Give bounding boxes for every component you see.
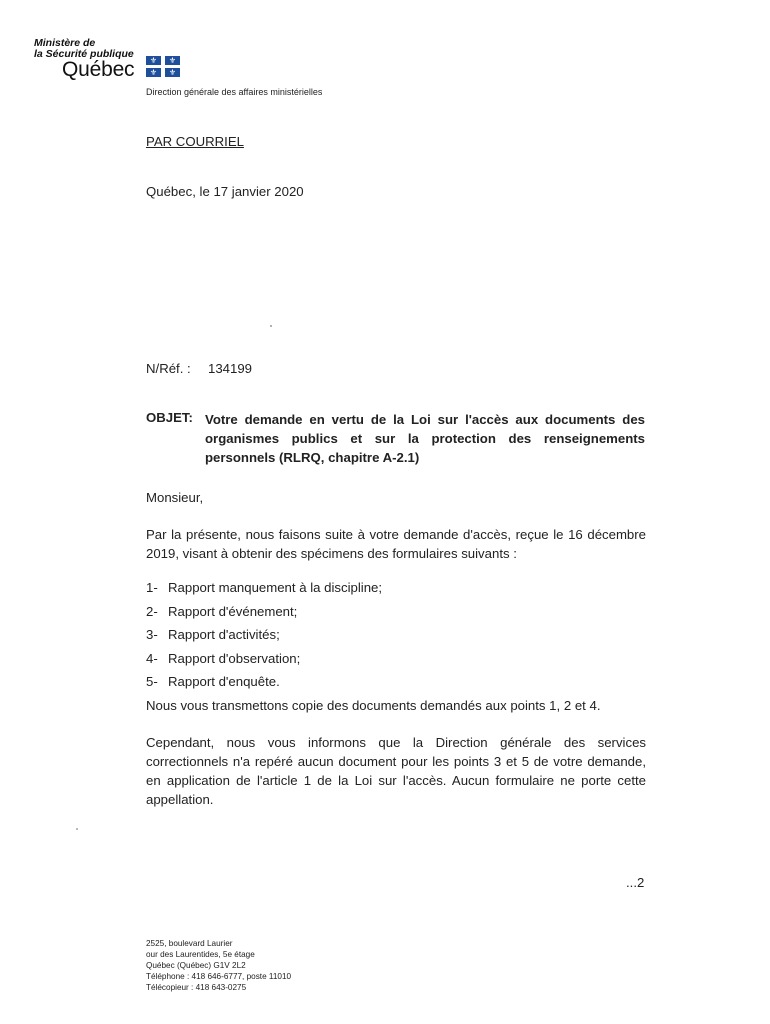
- footer-line: Télécopieur : 418 643-0275: [146, 983, 247, 992]
- letter-date: Québec, le 17 janvier 2020: [146, 184, 304, 199]
- paragraph-transmission: Nous vous transmettons copie des documents demandés aux points 1, 2 et 4.: [146, 698, 601, 713]
- paragraph-request: Par la présente, nous faisons suite à votre demande d'accès, reçue le 16 décembre 2019, visant à obtenir des spécimens des formulaires suivants :: [146, 527, 646, 561]
- quebec-flag-icon: ⚜ ⚜ ⚜ ⚜: [146, 56, 180, 77]
- list-item-text: Rapport d'activités;: [168, 627, 280, 642]
- list-item: [146, 672, 382, 696]
- requested-forms-list: [146, 578, 382, 696]
- list-item-number: 2-: [146, 603, 158, 619]
- list-item-text: Rapport d'observation;: [168, 650, 301, 666]
- subject-text: Votre demande en vertu de la Loi sur l'accès aux documents des organismes publics et sur la protection des renseignements personnels (RLRQ, chapitre A-2.1): [205, 412, 645, 465]
- scan-speck: [270, 325, 272, 327]
- list-item-number: 3-: [146, 627, 158, 642]
- ministry-name: [34, 38, 134, 59]
- footer-line: our des Laurentides, 5e étage: [146, 950, 255, 959]
- list-item-number: 1-: [146, 580, 158, 595]
- reference-number: 134199: [208, 361, 253, 376]
- list-item: [146, 625, 382, 649]
- ministry-line-2: la Sécurité publique: [34, 47, 134, 60]
- paragraph-no-documents: Cependant, nous vous informons que la Direction générale des services correctionnels n'a repéré aucun document pour les points 3 et 5 de votre demande, en application de l'article 1 de la Loi sur l'accès. Aucun formulaire ne porte cette appellation.: [146, 735, 646, 807]
- scan-speck: [76, 828, 78, 830]
- delivery-method: PAR COURRIEL: [146, 134, 244, 149]
- reference-label: N/Réf. :: [146, 361, 191, 376]
- list-item-text: Rapport d'enquête.: [168, 674, 280, 689]
- footer-line: Québec (Québec) G1V 2L2: [146, 961, 246, 970]
- footer-line: 2525, boulevard Laurier: [146, 939, 233, 948]
- list-item-number: 4-: [146, 650, 158, 666]
- footer-address: [146, 938, 291, 993]
- subject-label: OBJET:: [146, 410, 193, 425]
- list-item: [146, 649, 382, 673]
- direction-name: Direction générale des affaires ministérielles: [146, 87, 323, 97]
- page-continuation: ...2: [626, 875, 645, 890]
- list-item: [146, 578, 382, 602]
- list-item-text: Rapport d'événement;: [168, 603, 298, 619]
- list-item-text: Rapport manquement à la discipline;: [168, 580, 383, 595]
- footer-line: Téléphone : 418 646-6777, poste 11010: [146, 972, 292, 981]
- salutation: Monsieur,: [146, 490, 204, 505]
- list-item-number: 5-: [146, 674, 158, 689]
- list-item: [146, 602, 382, 626]
- ministry-line-1: Ministère de: [34, 37, 96, 49]
- quebec-wordmark: Québec: [62, 58, 135, 81]
